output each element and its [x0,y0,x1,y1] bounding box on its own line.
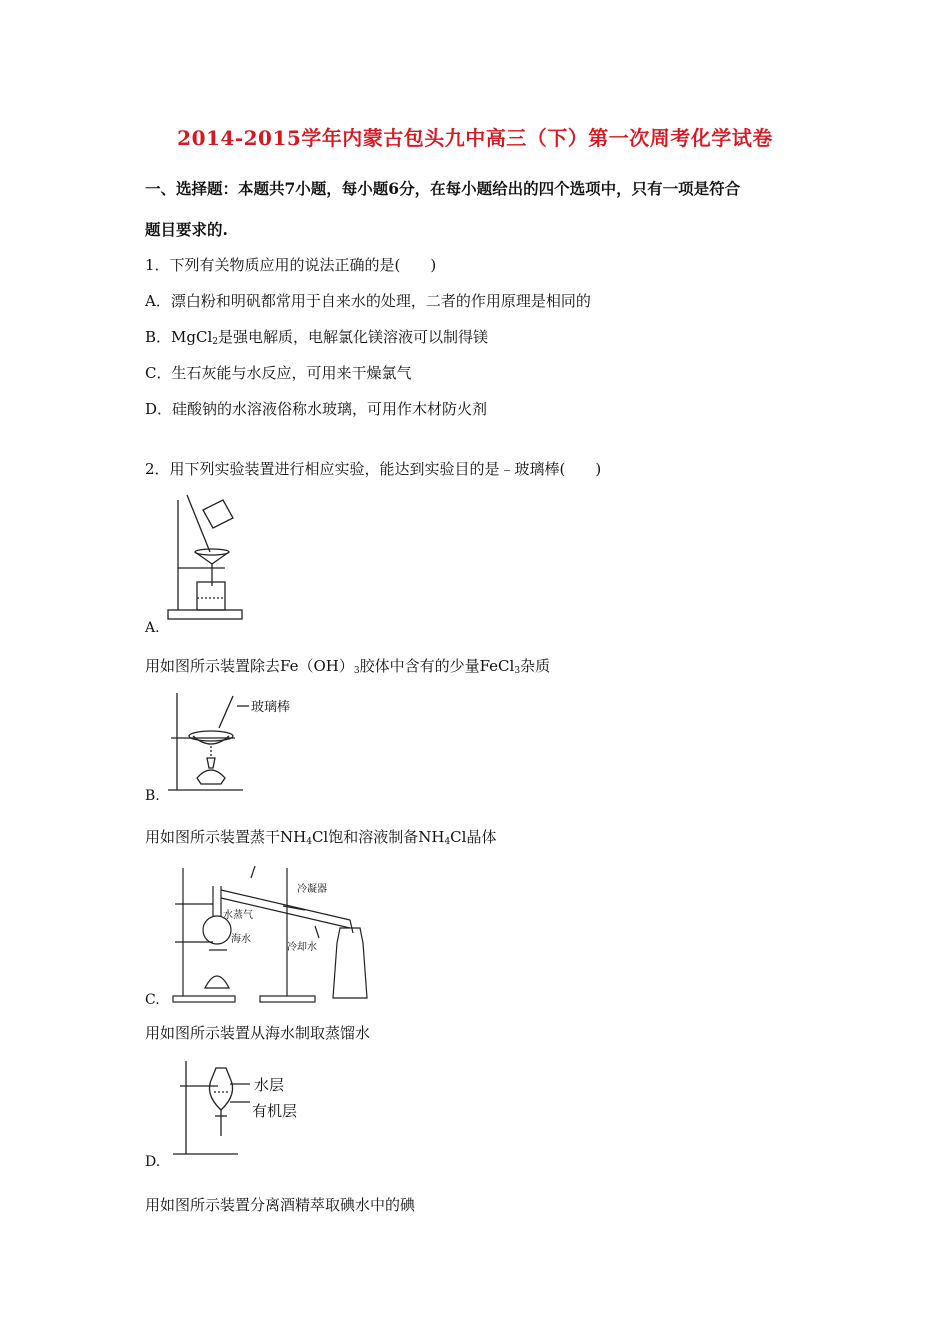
q1-option-c: C．生石灰能与水反应，可用来干燥氯气 [145,364,412,382]
figure-c-coolwater-label: 冷却水 [287,942,317,953]
page-title: 2014-2015学年内蒙古包头九中高三（下）第一次周考化学试卷 [177,126,773,150]
q1-option-d: D．硅酸钠的水溶液俗称水玻璃，可用作木材防火剂 [145,400,488,418]
figure-d-water-layer-label: 水层 [254,1076,285,1094]
figure-a-filtration [165,490,255,630]
q1-option-a: A．漂白粉和明矾都常用于自来水的处理，二者的作用原理是相同的 [145,292,591,310]
figure-c-seawater-label: 海水 [231,934,251,945]
q2-option-c-letter: C. [145,992,160,1008]
q1-stem: 1．下列有关物质应用的说法正确的是( ) [145,256,437,274]
q2-option-a-desc: 用如图所示装置除去$Fe(OH)_3$胶体中含有的少量FeCl$_3$杂质 [145,657,551,676]
figure-c-condenser-label: 冷凝器 [297,884,327,895]
q2-option-d-desc: 用如图所示装置分离酒精萃取碘水中的碘 [145,1196,416,1214]
q2-stem: 2．用下列实验装置进行相应实验，能达到实验目的是﹣玻璃棒( ) [145,460,602,478]
q2-option-b-desc: 用如图所示装置蒸干$NH_4Cl$饱和溶液制备$NH_4Cl$晶体 [145,828,497,847]
figure-c-distillation [165,858,380,1006]
figure-d-organic-layer-label: 有机层 [252,1102,298,1120]
figure-d-separation [168,1056,318,1158]
section-heading-line1: 一、选择题：本题共7小题，每小题6分，在每小题给出的四个选项中，只有一项是符合 [145,179,741,198]
q1-option-b: B．MgCl$_2$是强电解质，电解氯化镁溶液可以制得镁 [145,328,489,347]
figure-c-steam-label: 水蒸气 [223,910,253,921]
q2-option-a-letter: A. [145,620,160,636]
q2-option-d-letter: D. [145,1154,161,1170]
figure-b-evaporation [163,688,303,794]
q2-option-c-desc: 用如图所示装置从海水制取蒸馏水 [145,1024,371,1042]
section-heading-line2: 题目要求的. [145,220,228,239]
q2-option-b-letter: B. [145,788,160,804]
figure-b-glass-rod-label: 玻璃棒 [251,700,291,715]
